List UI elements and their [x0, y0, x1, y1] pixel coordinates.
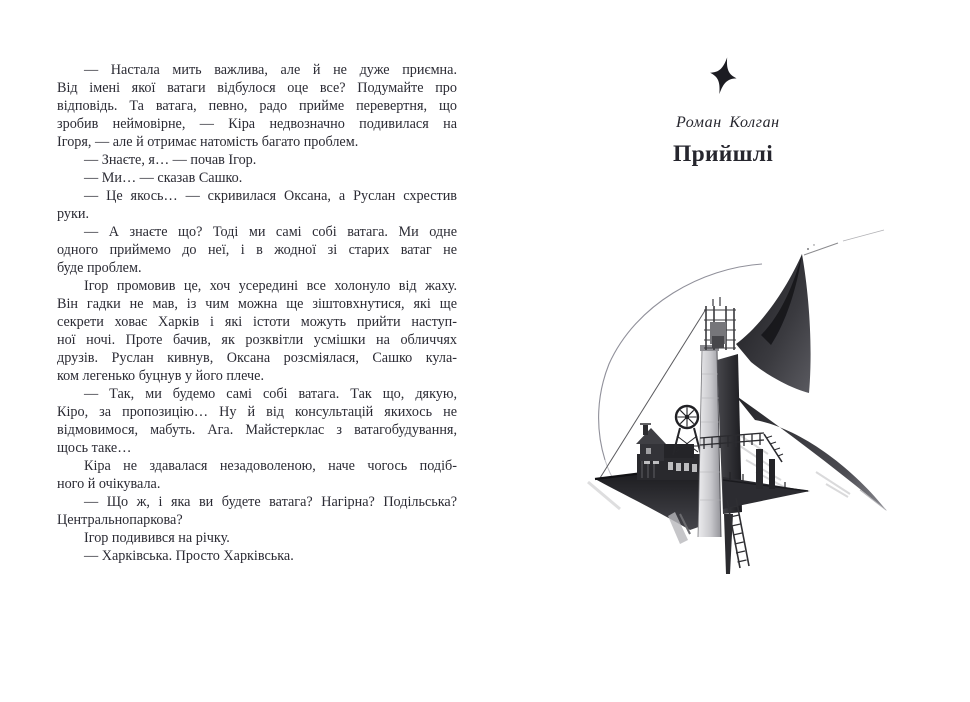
text-line: Кіро, за пропозицію… Ну й від консультацій якихось не	[57, 404, 457, 420]
text-line: — Що ж, і яка ви будете ватага? Нагірна? Подільська?	[84, 494, 457, 510]
text-line: Центральнопаркова?	[57, 512, 183, 528]
text-line: Від імені якої ватаги відбулося оце все? Подумайте про	[57, 80, 457, 96]
text-line: руки.	[57, 206, 90, 222]
text-line: — Харківська. Просто Харківська.	[84, 548, 294, 564]
text-line: Кіра не здавалася незадоволеною, наче чогось подіб-	[84, 458, 457, 474]
text-line: відмовимося, мабуть. Ага. Майстерклас з ватагобудування,	[57, 422, 457, 438]
text-line: ної ночі. Проте бачив, як розквітли усмішки на обличчях	[57, 332, 457, 348]
text-line: — Настала мить важлива, але й не дуже приємна.	[84, 62, 457, 78]
text-line: — А знаєте що? Тоді ми самі собі ватага. Ми одне	[84, 224, 457, 240]
illustration-mine-tower	[580, 222, 925, 577]
text-line: одного приймемо до неї, і в жодної зі старих ватаг не	[57, 242, 457, 258]
text-line: зробив неймовірне, — Кіра недвозначно подивилася на	[57, 116, 457, 132]
text-line: Ігоря, — але й отримає натомість багато проблем.	[57, 134, 359, 150]
author-name: Роман Колган	[676, 114, 780, 131]
text-line: друзів. Руслан кивнув, Оксана розсміялася, Сашко кула-	[57, 350, 457, 366]
left-page-text	[57, 61, 457, 565]
text-line: відповідь. Та ватага, певно, радо прийме перевертня, що	[57, 98, 457, 114]
sparkle-icon	[700, 52, 746, 102]
text-line: Ігор подивився на річку.	[84, 530, 230, 546]
story-title: Прийшлі	[673, 141, 774, 167]
text-line: щось таке…	[57, 440, 132, 456]
text-line: Ігор промовив це, хоч усередині все холонуло від жаху.	[84, 278, 457, 294]
text-line: — Це якось… — скривилася Оксана, а Руслан схрестив	[84, 188, 457, 204]
text-line: ного й очікувала.	[57, 476, 161, 492]
text-line: — Знаєте, я… — почав Ігор.	[84, 152, 257, 168]
text-line: — Ми… — сказав Сашко.	[84, 170, 243, 186]
text-line: секрети ховає Харків і які істоти можуть прийти наступ-	[57, 314, 457, 330]
text-line: буде проблем.	[57, 260, 142, 276]
text-line: ком легенько буцнув у його плече.	[57, 368, 265, 384]
text-line: Він гадки не мав, із чим можна ще зіштовхнутися, які ще	[57, 296, 457, 312]
text-line: — Так, ми будемо самі собі ватага. Так що, дякую,	[84, 386, 457, 402]
